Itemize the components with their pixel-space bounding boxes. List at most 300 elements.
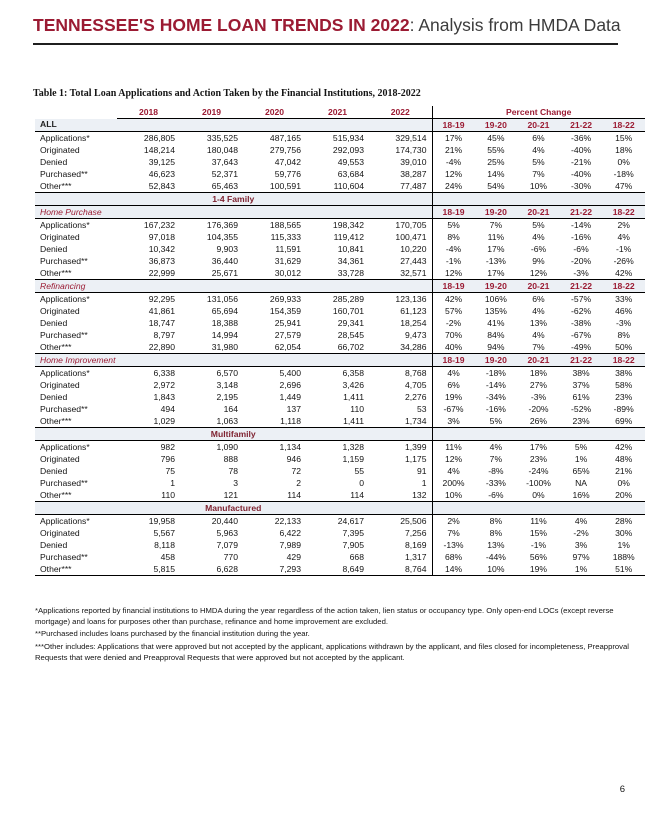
loan-table-body xyxy=(35,106,645,576)
year-value: 1 xyxy=(170,477,175,488)
year-value: 123,136 xyxy=(395,293,427,304)
year-value: 180,048 xyxy=(206,144,238,155)
pct-value: 4% xyxy=(432,465,475,477)
pct-period-header: 20-21 xyxy=(517,280,560,293)
year-value: 8,764 xyxy=(369,563,432,576)
pct-value: 65% xyxy=(572,465,590,476)
pct-value: 54% xyxy=(475,180,518,193)
spacer-cell xyxy=(243,206,306,219)
year-value: 6,338 xyxy=(153,367,175,378)
band-row xyxy=(35,428,645,441)
year-value: 38,287 xyxy=(400,168,427,179)
year-value: 55 xyxy=(354,465,364,476)
row-label: Purchased** xyxy=(40,168,88,179)
pct-value: 188% xyxy=(612,551,635,562)
pct-value: 13% xyxy=(487,539,505,550)
pct-value: 5% xyxy=(432,219,475,232)
spacer-cell xyxy=(243,280,306,293)
pct-value: 45% xyxy=(487,132,505,143)
pct-value: 40% xyxy=(432,341,475,354)
table-caption: Table 1: Total Loan Applications and Action Taken by the Financial Institutions, 2018-2022 xyxy=(33,88,421,99)
pct-value: 17% xyxy=(475,267,518,280)
pct-value: -89% xyxy=(613,403,634,414)
row-label: Denied xyxy=(40,317,68,328)
pct-value: 50% xyxy=(602,341,645,354)
year-value: 329,514 xyxy=(395,132,427,143)
section-header-row xyxy=(35,354,645,367)
year-value: 1,317 xyxy=(404,551,427,562)
year-value: 77,487 xyxy=(369,180,432,193)
pct-value: -1% xyxy=(616,243,632,254)
year-value: 1,399 xyxy=(404,441,427,452)
pct-value: 9% xyxy=(532,255,545,266)
year-value: 65,463 xyxy=(180,180,243,193)
year-value: 66,702 xyxy=(306,341,369,354)
year-value: 1,134 xyxy=(279,441,301,452)
pct-value: 47% xyxy=(602,180,645,193)
pct-value: -1% xyxy=(432,255,475,267)
year-value: 176,369 xyxy=(206,219,238,230)
row-label: Other*** xyxy=(35,267,117,280)
pct-value: 12% xyxy=(432,168,475,180)
spacer-cell xyxy=(306,354,369,367)
year-header: 2022 xyxy=(369,106,432,119)
pct-value: 70% xyxy=(432,329,475,341)
year-value: 39,125 xyxy=(148,156,175,167)
table-row xyxy=(35,132,645,145)
year-value: 75 xyxy=(165,465,175,476)
year-value: 188,565 xyxy=(269,219,301,230)
pct-value: 61% xyxy=(572,391,590,402)
year-value: 2,276 xyxy=(404,391,427,402)
year-value: 982 xyxy=(160,441,175,452)
pct-value: -52% xyxy=(571,403,592,414)
spacer-cell xyxy=(117,119,180,132)
pct-period-header: 21-22 xyxy=(560,280,603,293)
row-label: Other*** xyxy=(35,489,117,502)
pct-value: -67% xyxy=(432,403,475,415)
pct-value: -6% xyxy=(475,489,518,502)
year-value: 131,056 xyxy=(206,293,238,304)
table-row xyxy=(35,489,645,502)
year-value: 52,371 xyxy=(211,168,238,179)
pct-value: 42% xyxy=(432,293,475,306)
pct-value: -62% xyxy=(571,305,592,316)
table-row xyxy=(35,403,645,415)
table-row xyxy=(35,168,645,180)
table-row xyxy=(35,144,645,156)
year-value: 137 xyxy=(286,403,301,414)
year-value: 29,341 xyxy=(337,317,364,328)
pct-period-header: 18-22 xyxy=(602,206,645,219)
pct-value: 1% xyxy=(574,453,588,464)
pct-value: 4% xyxy=(532,231,545,242)
year-value: 9,903 xyxy=(216,243,238,254)
year-value: 8,797 xyxy=(153,329,175,340)
year-value: 115,333 xyxy=(270,231,301,242)
pct-value: -34% xyxy=(485,391,506,402)
year-value: 1,175 xyxy=(404,453,427,464)
year-value: 114 xyxy=(306,489,369,502)
year-value: 4,705 xyxy=(404,379,427,390)
year-value: 97,018 xyxy=(148,231,175,242)
pct-value: 21% xyxy=(432,144,475,156)
percent-change-header: Percent Change xyxy=(432,106,645,119)
table-row xyxy=(35,379,645,391)
pct-value: 20% xyxy=(602,489,645,502)
footnote-applications: *Applications reported by financial institutions to HMDA during the year regardless of the action taken, lien status or occupancy type. Only open-end LOCs (except reverse mortgage) and loans for purposes other than purchase, refinance and home improvement are excluded. xyxy=(35,606,614,626)
year-value: 8,118 xyxy=(154,539,175,550)
spacer-cell xyxy=(180,206,243,219)
year-value: 104,355 xyxy=(206,231,238,242)
table-row xyxy=(35,267,645,280)
pct-value: 17% xyxy=(529,441,548,452)
year-value: 7,989 xyxy=(279,539,301,550)
spacer-cell xyxy=(243,119,306,132)
year-value: 91 xyxy=(416,465,427,476)
pct-value: 17% xyxy=(432,132,475,145)
pct-value: -13% xyxy=(432,539,475,551)
year-value: 1,159 xyxy=(342,453,364,464)
year-value: 110 xyxy=(350,403,364,414)
year-value: 7,905 xyxy=(342,539,364,550)
table-row xyxy=(35,539,645,551)
pct-value: 28% xyxy=(615,515,633,526)
pct-value: -40% xyxy=(571,168,592,179)
row-label: Other*** xyxy=(35,180,117,193)
pct-value: 4% xyxy=(532,305,545,316)
footnote-other: ***Other includes: Applications that were approved but not accepted by the applicant, applications withdrawn by the applicant, and files closed for incompleteness, Preapproval Requests that were denied and Preapproval Requests that were approved but not accepted by the applicant. xyxy=(35,641,630,662)
pct-value: -2% xyxy=(573,527,589,538)
pct-value: 8% xyxy=(432,231,475,243)
year-value: 24,617 xyxy=(337,515,364,526)
pct-value: 68% xyxy=(432,551,475,563)
year-value: 174,730 xyxy=(395,144,427,155)
pct-value: -100% xyxy=(526,477,551,488)
year-value: 335,525 xyxy=(206,132,238,143)
year-value: 796 xyxy=(160,453,175,464)
pct-value: -20% xyxy=(528,403,549,414)
pct-value: 19% xyxy=(432,391,475,403)
pct-value: 13% xyxy=(529,317,548,328)
year-value: 148,214 xyxy=(143,144,175,155)
year-value: 279,756 xyxy=(269,144,301,155)
section-label: Home Purchase xyxy=(35,206,117,219)
pct-value: 57% xyxy=(432,305,475,317)
table-row xyxy=(35,341,645,354)
year-value: 285,289 xyxy=(332,293,364,304)
pct-value: 38% xyxy=(615,367,633,378)
pct-value: -57% xyxy=(571,293,592,304)
band-label: Manufactured xyxy=(35,502,432,515)
row-label: Other*** xyxy=(35,563,117,576)
pct-value: -13% xyxy=(485,255,506,266)
year-value: 515,934 xyxy=(332,132,364,143)
pct-value: -20% xyxy=(571,255,592,266)
year-value: 110 xyxy=(117,489,180,502)
year-value: 30,012 xyxy=(243,267,306,280)
pct-value: 58% xyxy=(615,379,633,390)
row-label: Denied xyxy=(40,391,68,402)
pct-value: 7% xyxy=(432,527,475,539)
pct-value: 10% xyxy=(432,489,475,502)
pct-period-header: 18-19 xyxy=(432,354,475,367)
year-value: 429 xyxy=(286,551,301,562)
page-title-main: TENNESSEE'S HOME LOAN TRENDS IN 2022 xyxy=(33,15,410,35)
pct-value: 5% xyxy=(574,441,588,452)
pct-value: -40% xyxy=(571,144,592,155)
spacer-cell xyxy=(369,206,432,219)
year-value: 7,293 xyxy=(243,563,306,576)
pct-value: 97% xyxy=(572,551,590,562)
page-number: 6 xyxy=(619,784,625,795)
pct-value: 15% xyxy=(529,527,548,538)
pct-value: NA xyxy=(575,477,588,488)
year-value: 946 xyxy=(286,453,301,464)
pct-value: -26% xyxy=(613,255,634,266)
table-row xyxy=(35,317,645,329)
pct-value: 12% xyxy=(432,267,475,280)
pct-value: 25% xyxy=(487,156,505,167)
year-value: 110,604 xyxy=(306,180,369,193)
year-value: 1 xyxy=(421,477,427,488)
footnotes xyxy=(35,606,643,665)
year-value: 5,963 xyxy=(216,527,238,538)
year-value: 114 xyxy=(243,489,306,502)
band-spacer xyxy=(432,502,645,515)
year-value: 49,553 xyxy=(337,156,364,167)
pct-value: 51% xyxy=(602,563,645,576)
pct-value: 200% xyxy=(432,477,475,489)
year-value: 1,090 xyxy=(216,441,238,452)
pct-period-header: 18-19 xyxy=(432,280,475,293)
year-value: 41,861 xyxy=(148,305,175,316)
table-row xyxy=(35,477,645,489)
table-row xyxy=(35,453,645,465)
pct-value: 48% xyxy=(615,453,633,464)
pct-period-header: 18-22 xyxy=(602,280,645,293)
year-header: 2019 xyxy=(180,106,243,119)
year-value: 668 xyxy=(349,551,364,562)
row-label: Originated xyxy=(40,231,80,242)
table-row xyxy=(35,305,645,317)
table-row xyxy=(35,255,645,267)
year-value: 10,220 xyxy=(400,243,427,254)
footnote-purchased: **Purchased includes loans purchased by the financial institution during the year. xyxy=(35,629,310,639)
pct-value: 5% xyxy=(475,415,518,428)
year-value: 292,093 xyxy=(332,144,364,155)
pct-value: 21% xyxy=(615,465,633,476)
pct-value: 94% xyxy=(475,341,518,354)
pct-value: 7% xyxy=(489,453,503,464)
table-row xyxy=(35,231,645,243)
year-value: 100,591 xyxy=(243,180,306,193)
spacer-cell xyxy=(369,354,432,367)
row-label: Purchased** xyxy=(40,403,88,414)
year-value: 9,473 xyxy=(404,329,427,340)
spacer-cell xyxy=(180,354,243,367)
year-value: 3 xyxy=(233,477,238,488)
year-value: 100,471 xyxy=(395,231,427,242)
year-value: 5,815 xyxy=(117,563,180,576)
pct-period-header: 18-22 xyxy=(602,119,645,132)
pct-value: 23% xyxy=(529,453,548,464)
year-value: 1,411 xyxy=(306,415,369,428)
pct-value: 2% xyxy=(617,219,630,230)
year-value: 198,342 xyxy=(332,219,364,230)
band-label: Multifamily xyxy=(35,428,432,441)
year-value: 39,010 xyxy=(400,156,427,167)
pct-value: 6% xyxy=(532,132,545,143)
row-label: Applications* xyxy=(40,219,90,230)
pct-period-header: 20-21 xyxy=(517,206,560,219)
spacer-cell xyxy=(243,354,306,367)
pct-value: 106% xyxy=(484,293,507,304)
pct-value: 7% xyxy=(489,219,503,230)
pct-value: 56% xyxy=(529,551,548,562)
pct-value: -4% xyxy=(432,156,475,168)
year-value: 1,118 xyxy=(243,415,306,428)
year-value: 53 xyxy=(416,403,427,414)
pct-value: 10% xyxy=(517,180,560,193)
year-value: 59,776 xyxy=(274,168,301,179)
pct-value: 33% xyxy=(615,293,633,304)
table-row xyxy=(35,180,645,193)
year-header: 2018 xyxy=(117,106,180,119)
pct-value: 8% xyxy=(489,527,503,538)
year-value: 3,148 xyxy=(216,379,238,390)
row-label: Originated xyxy=(40,144,80,155)
pct-value: 7% xyxy=(517,341,560,354)
table-row xyxy=(35,551,645,563)
pct-value: 4% xyxy=(617,231,630,242)
pct-period-header: 18-19 xyxy=(432,206,475,219)
pct-value: 5% xyxy=(532,156,545,167)
pct-value: 26% xyxy=(517,415,560,428)
section-label: Home Improvement xyxy=(35,354,117,367)
table-row xyxy=(35,219,645,232)
row-label: Other*** xyxy=(35,415,117,428)
row-label: Applications* xyxy=(40,132,90,143)
year-value: 1,843 xyxy=(153,391,175,402)
section-label: ALL xyxy=(35,119,117,132)
pct-value: 6% xyxy=(532,293,545,304)
band-spacer xyxy=(432,428,645,441)
pct-value: 6% xyxy=(432,379,475,391)
pct-value: -14% xyxy=(571,219,592,230)
row-label: Originated xyxy=(40,527,80,538)
table-row xyxy=(35,465,645,477)
table-row xyxy=(35,391,645,403)
pct-period-header: 19-20 xyxy=(475,354,518,367)
year-value: 18,747 xyxy=(148,317,175,328)
pct-value: -8% xyxy=(488,465,504,476)
row-label: Denied xyxy=(40,465,68,476)
pct-value: -3% xyxy=(560,267,603,280)
pct-value: 23% xyxy=(615,391,633,402)
pct-value: 0% xyxy=(617,156,630,167)
year-value: 1,449 xyxy=(279,391,301,402)
year-value: 34,361 xyxy=(337,255,364,266)
year-value: 119,412 xyxy=(333,231,364,242)
table-row xyxy=(35,156,645,168)
pct-period-header: 18-19 xyxy=(432,119,475,132)
pct-value: 42% xyxy=(602,267,645,280)
pct-value: -3% xyxy=(530,391,547,402)
pct-value: -18% xyxy=(485,367,506,378)
spacer-cell xyxy=(369,280,432,293)
year-value: 36,440 xyxy=(211,255,238,266)
pct-period-header: 21-22 xyxy=(560,354,603,367)
row-label: Applications* xyxy=(40,515,90,526)
year-value: 47,042 xyxy=(274,156,301,167)
spacer-cell xyxy=(180,119,243,132)
year-value: 25,941 xyxy=(274,317,301,328)
pct-value: 4% xyxy=(432,367,475,380)
pct-value: 27% xyxy=(529,379,548,390)
pct-value: -67% xyxy=(571,329,592,340)
year-value: 27,579 xyxy=(274,329,301,340)
section-label: Refinancing xyxy=(35,280,117,293)
year-value: 7,256 xyxy=(404,527,427,538)
pct-value: 18% xyxy=(615,144,633,155)
pct-value: 0% xyxy=(517,489,560,502)
year-value: 6,422 xyxy=(279,527,301,538)
year-value: 164 xyxy=(223,403,238,414)
row-label: Purchased** xyxy=(40,255,88,266)
year-value: 18,254 xyxy=(400,317,427,328)
pct-value: -4% xyxy=(432,243,475,255)
year-value: 160,701 xyxy=(332,305,364,316)
pct-value: -6% xyxy=(530,243,547,254)
pct-value: 1% xyxy=(617,539,630,550)
year-value: 37,643 xyxy=(211,156,238,167)
pct-value: 8% xyxy=(617,329,630,340)
pct-value: -49% xyxy=(560,341,603,354)
year-header: 2020 xyxy=(243,106,306,119)
year-value: 22,999 xyxy=(117,267,180,280)
pct-value: 135% xyxy=(484,305,507,316)
pct-period-header: 19-20 xyxy=(475,119,518,132)
year-value: 1,328 xyxy=(342,441,364,452)
year-value: 8,169 xyxy=(404,539,427,550)
year-value: 52,843 xyxy=(117,180,180,193)
year-value: 14,994 xyxy=(211,329,238,340)
pct-value: 4% xyxy=(532,329,545,340)
pct-value: 12% xyxy=(517,267,560,280)
row-label: Purchased** xyxy=(40,551,88,562)
pct-value: -38% xyxy=(571,317,592,328)
year-header: 2021 xyxy=(306,106,369,119)
spacer-cell xyxy=(306,119,369,132)
year-value: 167,232 xyxy=(143,219,175,230)
page-title xyxy=(33,15,621,36)
pct-value: 18% xyxy=(529,367,548,378)
pct-period-header: 20-21 xyxy=(517,119,560,132)
row-label: Originated xyxy=(40,305,80,316)
year-value: 34,286 xyxy=(369,341,432,354)
pct-period-header: 21-22 xyxy=(560,119,603,132)
year-value: 36,873 xyxy=(148,255,175,266)
pct-value: -3% xyxy=(616,317,632,328)
year-value: 3,426 xyxy=(342,379,364,390)
pct-value: 16% xyxy=(560,489,603,502)
year-value: 18,388 xyxy=(211,317,238,328)
corner-cell xyxy=(35,106,117,119)
pct-value: 14% xyxy=(487,168,505,179)
pct-value: 46% xyxy=(615,305,633,316)
row-label: Originated xyxy=(40,379,80,390)
